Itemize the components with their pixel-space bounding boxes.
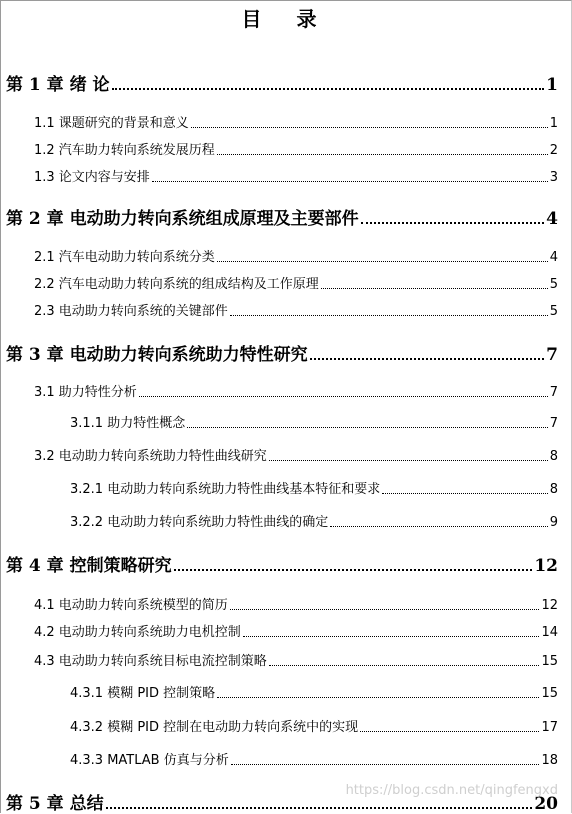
toc-page-number: 14 <box>541 625 558 640</box>
toc-page-number: 9 <box>549 515 558 530</box>
dot-leader <box>217 697 539 698</box>
toc-entry-title: 2.2 汽车电动助力转向系统的组成结构及工作原理 <box>34 277 319 292</box>
toc-entry-title: 1.1 课题研究的背景和意义 <box>34 116 189 131</box>
toc-chapter-entry[interactable] <box>6 551 558 576</box>
toc-page-number: 7 <box>546 345 558 365</box>
toc-entry-title: 3.1 助力特性分析 <box>34 385 137 400</box>
toc-page-number: 4 <box>549 250 558 265</box>
dot-leader <box>217 154 548 155</box>
dot-leader <box>269 665 540 666</box>
toc-subsection-entry[interactable] <box>70 682 558 701</box>
toc-subsection-entry[interactable] <box>70 749 558 768</box>
toc-section-entry[interactable] <box>34 650 558 669</box>
toc-subsection-entry[interactable] <box>70 511 558 530</box>
toc-entry-title: 4.3.1 模糊 PID 控制策略 <box>70 686 216 701</box>
dot-leader <box>310 358 545 360</box>
dot-leader <box>106 807 533 809</box>
toc-chapter-entry[interactable] <box>6 340 558 365</box>
toc-entry-title: 第 4 章 控制策略研究 <box>6 556 172 576</box>
toc-section-entry[interactable] <box>34 594 558 613</box>
toc-page-number: 12 <box>541 598 558 613</box>
toc-entry-title: 第 3 章 电动助力转向系统助力特性研究 <box>6 345 308 365</box>
toc-page-number: 5 <box>549 277 558 292</box>
toc-section-entry[interactable] <box>34 445 558 464</box>
toc-page-number: 4 <box>546 209 558 229</box>
dot-leader <box>152 181 548 182</box>
dot-leader <box>230 315 548 316</box>
toc-page-number: 1 <box>546 75 558 95</box>
toc-entry-title: 4.1 电动助力转向系统模型的简历 <box>34 598 228 613</box>
toc-entry-title: 4.3 电动助力转向系统目标电流控制策略 <box>34 654 267 669</box>
toc-page-number: 8 <box>549 482 558 497</box>
toc-page-number: 17 <box>541 720 558 735</box>
toc-entry-title: 2.3 电动助力转向系统的关键部件 <box>34 304 228 319</box>
dot-leader <box>217 261 548 262</box>
toc-subsection-entry[interactable] <box>70 716 558 735</box>
toc-chapter-entry[interactable] <box>6 204 558 229</box>
toc-entry-title: 1.3 论文内容与安排 <box>34 170 150 185</box>
toc-section-entry[interactable] <box>34 246 558 265</box>
toc-entry-title: 第 5 章 总结 <box>6 794 104 814</box>
toc-entry-title: 第 1 章 绪 论 <box>6 75 110 95</box>
dot-leader <box>139 396 548 397</box>
toc-page-number: 15 <box>541 654 558 669</box>
dot-leader <box>191 127 548 128</box>
dot-leader <box>112 88 545 90</box>
toc-section-entry[interactable] <box>34 621 558 640</box>
toc-page-number: 8 <box>549 449 558 464</box>
dot-leader <box>187 427 548 428</box>
toc-subsection-entry[interactable] <box>70 478 558 497</box>
toc-entry-title: 4.3.3 MATLAB 仿真与分析 <box>70 753 229 768</box>
toc-entry-title: 3.2.2 电动助力转向系统助力特性曲线的确定 <box>70 515 329 530</box>
toc-chapter-entry[interactable] <box>6 70 558 95</box>
toc-section-entry[interactable] <box>34 273 558 292</box>
toc-page-number: 15 <box>541 686 558 701</box>
toc-page-number: 7 <box>549 385 558 400</box>
toc-entry-title: 1.2 汽车助力转向系统发展历程 <box>34 143 215 158</box>
dot-leader <box>269 460 548 461</box>
dot-leader <box>382 493 548 494</box>
toc-entry-title: 4.2 电动助力转向系统助力电机控制 <box>34 625 241 640</box>
toc-page-number: 20 <box>534 794 558 814</box>
toc-page-number: 12 <box>534 556 558 576</box>
toc-entry-title: 3.2 电动助力转向系统助力特性曲线研究 <box>34 449 267 464</box>
dot-leader <box>230 609 540 610</box>
watermark: https://blog.csdn.net/qingfengxd <box>345 783 558 798</box>
dot-leader <box>330 526 548 527</box>
toc-entry-title: 3.2.1 电动助力转向系统助力特性曲线基本特征和要求 <box>70 482 381 497</box>
toc-section-entry[interactable] <box>34 139 558 158</box>
toc-section-entry[interactable] <box>34 300 558 319</box>
toc-entry-title: 2.1 汽车电动助力转向系统分类 <box>34 250 215 265</box>
toc-page-number: 5 <box>549 304 558 319</box>
toc-section-entry[interactable] <box>34 166 558 185</box>
toc-title: 目 录 <box>241 7 331 31</box>
toc-entry-title: 3.1.1 助力特性概念 <box>70 416 186 431</box>
dot-leader <box>360 731 539 732</box>
dot-leader <box>231 764 540 765</box>
toc-page-number: 18 <box>541 753 558 768</box>
toc-page-number: 3 <box>549 170 558 185</box>
toc-entry-title: 第 2 章 电动助力转向系统组成原理及主要部件 <box>6 209 359 229</box>
toc-entry-title: 4.3.2 模糊 PID 控制在电动助力转向系统中的实现 <box>70 720 359 735</box>
toc-section-entry[interactable] <box>34 112 558 131</box>
toc-section-entry[interactable] <box>34 381 558 400</box>
toc-page-number: 7 <box>549 416 558 431</box>
dot-leader <box>243 636 540 637</box>
toc-page-number: 2 <box>549 143 558 158</box>
toc-page-number: 1 <box>549 116 558 131</box>
dot-leader <box>321 288 548 289</box>
dot-leader <box>174 569 533 571</box>
toc-subsection-entry[interactable] <box>70 412 558 431</box>
dot-leader <box>361 222 545 224</box>
